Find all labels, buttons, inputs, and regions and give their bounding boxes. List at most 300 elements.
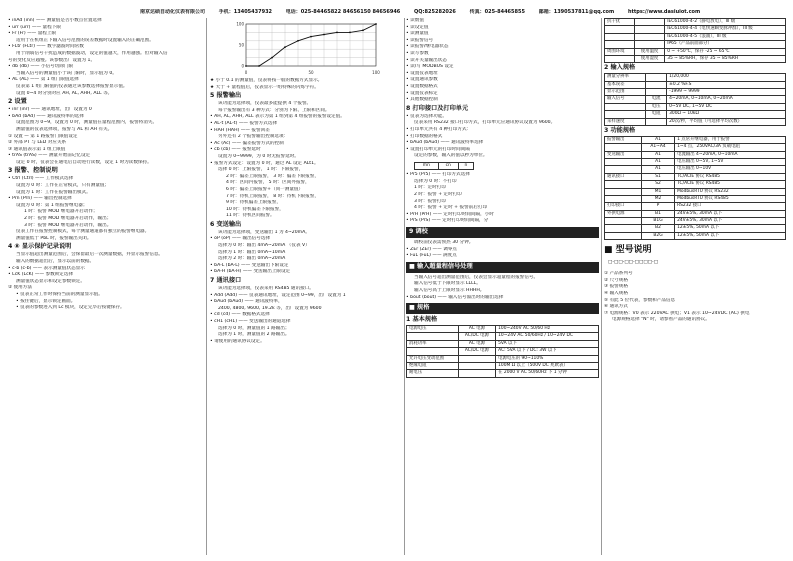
model-code: □-□□-□□-□□□□-□ [608,260,659,266]
text-line: 设定的参数，输入的值以秒为单位。 [414,153,488,159]
table-cell: P [641,203,674,210]
text-line: • c-b (c-b) —— 表示测量值状态显示 [8,265,85,271]
mail: 邮箱：1390537811@qq.com [538,9,615,15]
table-cell [458,362,495,369]
table-cell [605,26,635,33]
table-cell: A1 [641,166,674,173]
text-line: • bAud (bAud) —— 通讯波特率选择 [406,140,484,146]
data-point [310,36,312,38]
text-line: 号的变化反应越慢。该参数出厂设置为 1。 [8,57,96,63]
table-row [605,159,786,166]
text-line: 当显示值超出测量范围后，会保留最后一次测量数据，并显示报警信息。 [16,252,164,258]
table-row [407,362,599,369]
text-line: 选择 0 时：上限报警， 1 时：下限报警， [218,167,304,173]
text-line: • inr (inr) —— 通讯地址，出厂设置为 0 [8,107,92,113]
table-row [605,151,786,158]
data-point [297,40,299,42]
text-line: ② 尺寸规格 [604,277,628,283]
text-line: • ZEr (ZEr) —— 调零点 [406,246,457,252]
table-cell: 允许电压变动范围 [407,355,459,362]
x-tick-label: 100 [372,70,380,75]
table-cell: IEC61000-4-2（静电放电），III 级 [665,19,786,26]
table-cell [605,218,642,225]
table-cell: ModbusRTU 协议 RS485 [675,195,786,202]
text-line: 设置 0~4 时分别对应 AH, AL, AHH, ALL 等。 [16,90,113,96]
data-point [258,65,260,67]
text-line: ④ 输入规格 [604,290,628,296]
table-cell: AC: 5VA 以下 / DC: 3W 以下 [496,348,599,355]
text-line: 仪表第 1 组门限值的仪表通过该参数选择报警显示值。 [16,83,128,89]
environment-spec-table [604,18,786,63]
y-tick-label: 50 [238,42,244,48]
text-line: 选择为 0 时：输出 4mA~20mA （仪表 V） [218,243,310,249]
table-cell: -1999 ~ 9999 [667,89,786,96]
section-heading: 4 ⑧ 显示保护记录说明 [8,243,72,251]
y-tick-label: 100 [236,21,244,27]
input-spec-table [604,73,786,126]
table-cell: 24V±5%, 30mA 以下 [675,218,786,225]
table-cell: 报警输出 [605,136,642,143]
text-line: • urr (urr) —— 量程下限 [8,24,61,30]
table-cell: ±0.2 %F.S [667,81,786,88]
table-cell [605,188,642,195]
table-cell: AC 电源 [458,326,495,333]
print-format-table [414,162,474,170]
text-line: 2400, 4800, 9600, 19.2k 等，出厂设置为 9600 [218,305,322,311]
table-cell: AC/DC 电源 [458,333,495,340]
table-row [605,218,786,225]
table-cell: 5VA 以下 [496,340,599,347]
text-line: • 读数值 [406,18,424,23]
text-line: 3 时：报警 MOD 继电器开启动作，输出。 [24,222,112,228]
tel: 电话：025-84465822 84656150 84656946 [285,9,401,15]
table-cell: RS232 接口 [675,203,786,210]
text-line: • 打印单元共有 4 种打印方式： [406,126,472,132]
text-line: • bA-H (bA-H) —— 变送输出上限设定 [210,269,291,275]
text-line: 当输入信号超出测量范围后，仪表会显示超量程的报警信号。 [414,274,539,280]
table-cell [407,333,459,340]
text-line: • AL (AL) —— 第 1 组门限值选择 [8,77,79,83]
table-cell [458,355,495,362]
table-row [407,340,599,347]
table-cell: 电流输出 4~20mA, 0~10mA [675,151,786,158]
table-cell [605,181,642,188]
function-spec-table [604,136,786,240]
x-tick-label: 0 [244,70,248,75]
text-line: • PrH (PrH) —— 定时打印时间间隔，小时 [406,211,494,217]
table-cell [605,144,642,151]
table-row [605,118,786,125]
table-cell: B1 [641,210,674,217]
table-cell [458,370,495,377]
table-cell: 绝缘电阻 [407,362,459,369]
text-line: • oP (oP) —— 输出信号选择 [210,236,271,242]
table-cell: 24V±5%, 30mA 以下 [675,210,786,217]
column-3 [406,18,599,555]
text-line: • 仪表正常工作时保持当前的测量显示值。 [16,291,103,297]
table-row [605,41,786,48]
text-line: • bA-L (bA-L) —— 变送输出下限设定 [210,262,289,268]
data-point [271,57,273,59]
section-heading: 1 基本规格 [406,316,438,324]
table-cell: 电压输出 0~10V [675,166,786,173]
section-heading: 7 通讯接口 [210,277,242,285]
text-line: • 读开关量输出状态 [406,57,447,63]
table-cell: 12±5%, 50mA 以下 [675,232,786,239]
table-cell: 使用湿度 [635,55,665,62]
table-cell: 在 2000 V AC 50/60Hz 下 1 分钟 [496,370,599,377]
table-cell [605,232,642,239]
table-cell: cn [438,162,458,169]
text-line: • 仪表的参数进入到 Lc 模块，设定完毕后按键保存。 [16,305,125,311]
data-point [284,46,286,48]
text-line: ② 使用方法 [8,285,32,291]
text-line: • cb (cb) —— 报警延时 [210,147,261,153]
text-line: • 设置数据格式 [406,83,438,89]
text-line: 3 时：报警打印 [414,198,446,204]
table-row [605,19,786,26]
table-row [605,166,786,173]
phone: 手机：13405437932 [218,9,273,15]
text-line: 9 时：待机偏差上限报警， [226,200,281,206]
data-point [362,29,364,31]
column-1 [8,18,203,555]
text-line: 选择为 0 时：不打印 [414,178,457,184]
text-line: 另外还有 2 个报警输出控制选项： [218,134,289,140]
table-cell: 0 ~ +50℃，保存 -25 ~ 65℃ [665,48,786,55]
table-cell: B2 [641,225,674,232]
column-4 [604,18,786,555]
table-cell: 电流 [646,96,667,103]
text-line: • Prn (Prn) —— 输出控制选择 [8,196,72,202]
table-cell: A1 [641,151,674,158]
data-point [336,32,338,34]
table-cell: 10~24V AC 50/60Hz / 10~24V DC [496,333,599,340]
text-line: • HAH (HAH) —— 报警回差 [210,127,270,133]
table-cell: B2G [641,232,674,239]
table-row [415,162,474,169]
table-cell: 采样速度 [605,118,646,125]
text-line: • bAd (bAd) —— 通讯波特率的选择 [8,113,84,119]
table-cell [605,195,642,202]
table-cell [407,348,459,355]
table-row [407,326,599,333]
table-row [605,188,786,195]
table-cell: 1 点常开继电器，用于报警 [675,136,786,143]
text-line: 该功能为选择项，仪表最多能提供 4 个报警。 [218,101,312,107]
table-row [407,370,599,377]
table-row [605,232,786,239]
text-line: • bout (bout) —— 输入信号溢出时的输出选择 [406,294,504,300]
text-line: 电源规格选择 "N" 时，请参看产品的通讯协议。 [612,317,710,323]
text-line: 选择为 0 时，测量值的 1 路输出； [218,325,290,331]
text-line: 适用于在机组正下输入信号范围的误差数据时设置输入的正确范围。 [16,37,154,43]
table-cell: B1G [641,218,674,225]
table-cell: 使用温度 [635,48,665,55]
table-cell: 4~20mA, 0~10mA, 0~20mA [667,96,786,103]
text-line: 选择为 2 时：输出 0mA~20mA [218,256,286,262]
table-cell: IEC61000-4-5（浪涌），III 级 [665,33,786,40]
table-row [407,355,599,362]
text-line: • trAS (trAS) —— 测量开始前记忆设定 [8,153,91,159]
y-tick-label: 0 [241,63,244,69]
table-row [605,33,786,40]
text-line: • 仪表为选择功能。 [406,113,447,119]
table-cell [635,41,665,48]
text-line: • 打印数据的格式 [406,133,443,139]
text-line: • 按住键后，显示锁定画面。 [16,298,76,304]
table-row [605,81,786,88]
website: https://www.dasiuiot.com [627,9,701,15]
table-row [605,111,786,118]
text-line: 2 时：报警 + 定时打印 [414,192,462,198]
table-cell [646,89,667,96]
table-cell: 12±5%, 50mA 以下 [675,225,786,232]
table-cell: 通讯接口 [605,173,642,180]
table-cell: 显示范围 [605,89,646,96]
table-cell: 35 ~ 85%RH，保存 35 ~ 85%RH [665,55,786,62]
text-line: • 其他数据控制 [406,97,438,103]
table-cell [605,41,635,48]
table-cell: 电源电压 [407,326,459,333]
table-row [605,144,786,151]
text-line: • Pr5 (Pr5) —— 打印方式选择 [406,172,470,178]
text-line: 1 时：报警 MOD 继电器开启动作； [24,209,98,215]
text-line: ③ 通讯值表示第 1 组上限值 [8,146,66,152]
text-line: ③ 报警规格 [604,284,628,290]
table-cell: 测量分辨率 [605,74,646,81]
text-line: 11 时：待机区间报警。 [226,213,275,219]
text-line: 设置范围为 0~9，设置为 0 时，测量值在量程范围内，报警将消失。 [16,120,158,126]
text-line: 设置为 0~9999，为 0 时无报警延时。 [218,153,299,159]
table-row [407,333,599,340]
text-line: 仪表采用 RS232 接口打印方式，打印单元应通讯协议设置为 9600。 [414,120,556,126]
text-line: • 读报警/继电器状态 [406,44,449,50]
table-row [605,210,786,217]
model-title: ■ 型号说明 [604,245,652,256]
text-line: ② 外部 PT 与 LED 对应关系 [8,140,67,146]
fax: 传真：025-84465855 [469,9,525,15]
text-line: • 读/写 MODBUS 设定 [406,64,454,70]
section-bar: ■ 规格 [406,303,599,314]
text-line: 1 时：定时打印 [414,185,446,191]
table-cell [605,33,635,40]
table-row [605,103,786,110]
company-name: 南京达硕自动化仪表有限公司 [140,9,206,15]
table-cell [605,111,646,118]
text-line: • FLtr (FLtr) —— 数字滤波时间常数 [8,44,84,50]
text-line: 输入信号低于下限时显示 LLLL。 [414,281,481,287]
text-line: 2 时：偏差上限报警， 3 时：偏差下限报警， [226,173,319,179]
table-cell [605,225,642,232]
table-cell [605,159,642,166]
text-line: • PrS (PrS) —— 定时打印时间间隔，分 [406,218,489,224]
table-cell: IEC61000-4-4（电快速瞬变脉冲群），III 级 [665,26,786,33]
table-cell: S1 [641,173,674,180]
table-cell: 抗干扰 [605,19,635,26]
text-line: • 设置仪表标定 [406,90,438,96]
text-line: ⑦ 电源规格：V0 表示 220VAC 供电；V1 表示 10~24VDC (AC) 供电 [604,310,750,316]
text-line: • 设置仪表地址 [406,70,438,76]
table-cell [646,74,667,81]
table-cell: A1 [641,159,674,166]
table-row [605,195,786,202]
table-cell [646,118,667,125]
text-line: • AL-t (AL-t) —— 报警方式选择 [210,120,278,126]
text-line: ⑤ 有此 5 位代表，参数和产品信息 [604,297,676,303]
section-heading: 2 输入规格 [604,64,636,72]
text-line: • db (db) —— 小信号切除门限 [8,64,74,70]
text-line: 设定 0 时，仪表会在通电后自动进行读数，设定 1 时为读数保持。 [16,159,152,165]
table-cell: TC/ACIE 协议 RS485 [675,181,786,188]
table-row [605,89,786,96]
text-line: ⑥ 通讯方式 [604,304,628,310]
text-line: 7 时：待机上限报警， 8 时：待机下限报警， [226,193,319,199]
text-line: • FuL (FuL) —— 满度点 [406,253,457,259]
text-line: 2 时：报警 MOD 继电器开启动作，输出； [24,216,112,222]
text-line: • LcK (LcK) —— 参数锁定选择 [8,272,74,278]
text-line: 用于削弱信号干扰造成的数据波动，设定的值越大，作用越强。但对输入信 [16,50,168,56]
table-cell: 周围环境 [605,48,635,55]
table-cell: 电阻 [646,111,667,118]
text-line: ① 产品系列号 [604,271,633,277]
qq: QQ:825282026 [414,9,456,15]
text-line: • bAud (bAud) —— 通讯波特率， [210,299,283,305]
section-heading: 6 变送输出 [210,220,242,228]
section-heading: 2 设置 [8,98,27,106]
text-line: • inAd (inn) —— 测量值是否小数点位置选择 [8,18,102,23]
text-line: 4 时：区间内报警， 5 时：区间外报警， [226,180,310,186]
basic-spec-table [406,325,599,378]
page-header [140,9,783,17]
table-cell: 输入信号 [605,96,646,103]
table-cell: 外供电源 [605,210,642,217]
text-line: • Ac (Ac) —— 偏差报警方式的控制 [210,140,284,146]
x-tick-label: 50 [308,70,314,75]
text-line: 每个报警输出有 3 种方式：分别为下限、上限和区间。 [218,107,330,113]
table-cell: AC 电源 [458,340,495,347]
table-cell: IP65（产品前面部分） [665,41,786,48]
text-line: ① 设置 — 第 1 路报警门限值设定 [8,133,78,139]
text-line: 该功能为选择项，仪表采用 RS485 通讯接口。 [218,286,314,292]
table-cell: 基本误差 [605,81,646,88]
text-line: 当输入信号的测量值小于该门限时，显示值为 0。 [16,70,117,76]
text-line: 设置为 0 时：第 1 组报警继电器； [16,202,88,208]
table-cell [635,19,665,26]
table-row [605,136,786,143]
table-cell: TC/ACIE 协议 RS485 [675,173,786,180]
chart-svg [232,20,382,76]
text-line: • 请使用的通讯协议设定。 [210,338,265,344]
text-line: • 读设定值 [406,24,429,30]
text-line: • 读写参数 [406,50,429,56]
table-cell: 打印接口 [605,203,642,210]
table-row [605,74,786,81]
data-point [349,32,351,34]
output-chart [210,20,402,76]
table-row [605,26,786,33]
text-line: 设置为 1 时：工作在报警输出模式。 [16,189,91,195]
table-cell [605,55,635,62]
section-heading: 3 报警、控制说明 [8,167,58,175]
text-line: 选择为 1 时，测量值的 2 路输出。 [218,332,290,338]
text-line: • cH1 (cH1) —— 变送输出的通道选择 [210,319,291,324]
table-row [605,181,786,188]
table-cell: 消耗功率 [407,340,459,347]
table-cell: M2 [641,195,674,202]
text-line: 设置为 0 时：工作在正常模式，只有测量值； [16,183,110,189]
table-cell: S2 [641,181,674,188]
table-row [605,203,786,210]
table-cell: 100~240V AC 50/60 Hz [496,326,599,333]
data-point [323,34,325,36]
table-cell: 300Ω ~ 10kΩ [667,111,786,118]
table-cell: 1/20,000 [667,74,786,81]
text-line: • Add (Add) —— 仪表通讯地址，设定范围 0~99，出厂设置为 1 [210,292,346,298]
section-bar: ■ 输入超量程信号处理 [406,262,599,273]
table-cell: n [458,162,473,169]
table-cell: 电压 [646,103,667,110]
text-line: • AH, AL, AHH, ALL 表示为第 1 组到第 4 组报警的报警设定值。 [210,114,345,120]
table-cell: 变送输出 [605,151,642,158]
table-cell [646,81,667,88]
text-line: 输入的数据超出后，显示以前的数据。 [16,259,95,264]
text-line: 10 时：待机偏差下限报警， [226,206,284,212]
text-line: 测量值低于 PbL 时，报警输出关闭。 [16,235,92,241]
text-line: 6 时：偏差上限报警+（同一测量值） [226,186,304,192]
text-line: • Ctrl (Ctrl) —— 工作模式选择 [8,176,74,182]
text-line: 该功能为选择项，变送输出 1 为 4~20mA。 [218,229,310,235]
table-row [605,96,786,103]
text-line: 调校前仪表需预热 30 分钟。 [414,239,474,245]
column-2 [210,18,402,555]
text-line: 仪表工作在报警控制模式，每个测量通道都有独立的报警继电器。 [16,229,150,235]
text-line: ★ 大于 + 量程值后，仪表显示一组特殊的闪烁字符。 [210,84,319,90]
text-line: • cd (cd) —— 数据格式选择 [210,312,270,318]
section-heading: 5 报警输出 [210,92,242,100]
text-line: • 设置通讯参数 [406,77,438,83]
data-point [245,65,247,67]
text-line: 测量值状态显示和设定参数锁定。 [16,278,85,284]
table-row [605,55,786,62]
table-cell: M1 [641,188,674,195]
table-row [605,173,786,180]
text-line: • 读报警信号 [406,37,434,43]
text-line: 4 时：报警 + 定时 + 报警前后打印 [414,205,488,211]
section-bar: 9 调校 [406,227,599,238]
table-cell [605,166,642,173]
text-line: • Fr (Fr) —— 量程上限 [8,31,57,37]
table-cell: A1 [641,136,674,143]
section-heading: 8 打印接口及打印单元 [406,104,469,112]
table-row [605,48,786,55]
text-line: 测量值的仪表选择项，报警与 AL 和 AH 有关。 [16,126,113,132]
table-cell [635,33,665,40]
text-line: 选择为 1 时：输出 0mA~10mA [218,249,286,255]
table-cell: 电压输出 0~5V, 1~5V [675,159,786,166]
table-cell: mn [415,162,439,169]
section-heading: 3 功能规格 [604,126,636,134]
data-point [375,23,377,25]
table-cell: AC/DC 电源 [458,348,495,355]
table-cell: 0~5V DC, 1~5V DC [667,103,786,110]
text-line: ★ 小于 0.1 的测量值，仪表将按一般的数据方式显示。 [210,78,323,83]
table-row [407,348,599,355]
table-cell: A1~A4 [641,144,674,151]
table-cell: 100M Ω 以上（500V DC 兆欧表） [496,362,599,369]
table-cell [605,103,646,110]
table-cell: 电源电压的 90~110% [496,355,599,362]
